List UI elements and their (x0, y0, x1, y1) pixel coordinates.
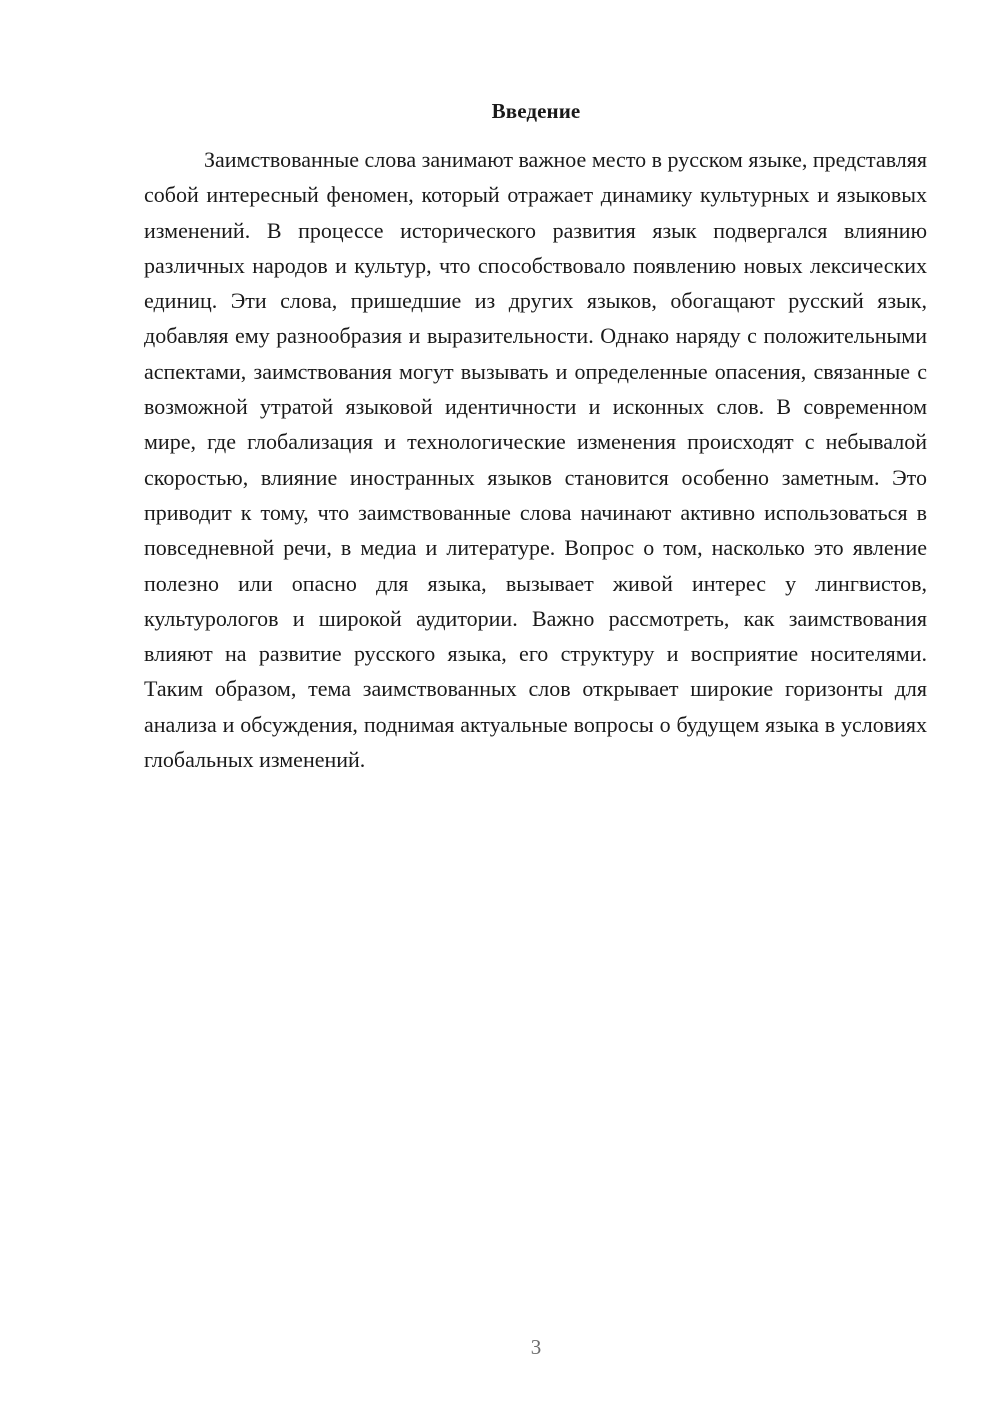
section-heading: Введение (491, 99, 581, 123)
page-number: 3 (530, 1335, 542, 1359)
body-paragraph: Заимствованные слова занимают важное место в русском языке, представляя собой интересный феномен, который отражает динамику культурных и языковых изменений. В процессе исторического развития язык подвергался влиянию различных народов и культур, что способствовало появлению новых лексических единиц. Эти слова, пришедшие из других языков, обогащают русский язык, добавляя ему разнообразия и выразительности. Однако наряду с положительными аспектами, заимствования могут вызывать и определенные опасения, связанные с возможной утратой языковой идентичности и исконных слов. В современном мире, где глобализация и технологические изменения происходят с небывалой скоростью, влияние иностранных языков становится особенно заметным. Это приводит к тому, что заимствованные слова начинают активно использоваться в повседневной речи, в медиа и литературе. Вопрос о том, насколько это явление полезно или опасно для языка, вызывает живой интерес у лингвистов, культурологов и широкой аудитории. Важно рассмотреть, как заимствования влияют на развитие русского языка, его структуру и восприятие носителями. Таким образом, тема заимствованных слов открывает широкие горизонты для анализа и обсуждения, поднимая актуальные вопросы о будущем языка в условиях глобальных изменений. (144, 147, 928, 773)
